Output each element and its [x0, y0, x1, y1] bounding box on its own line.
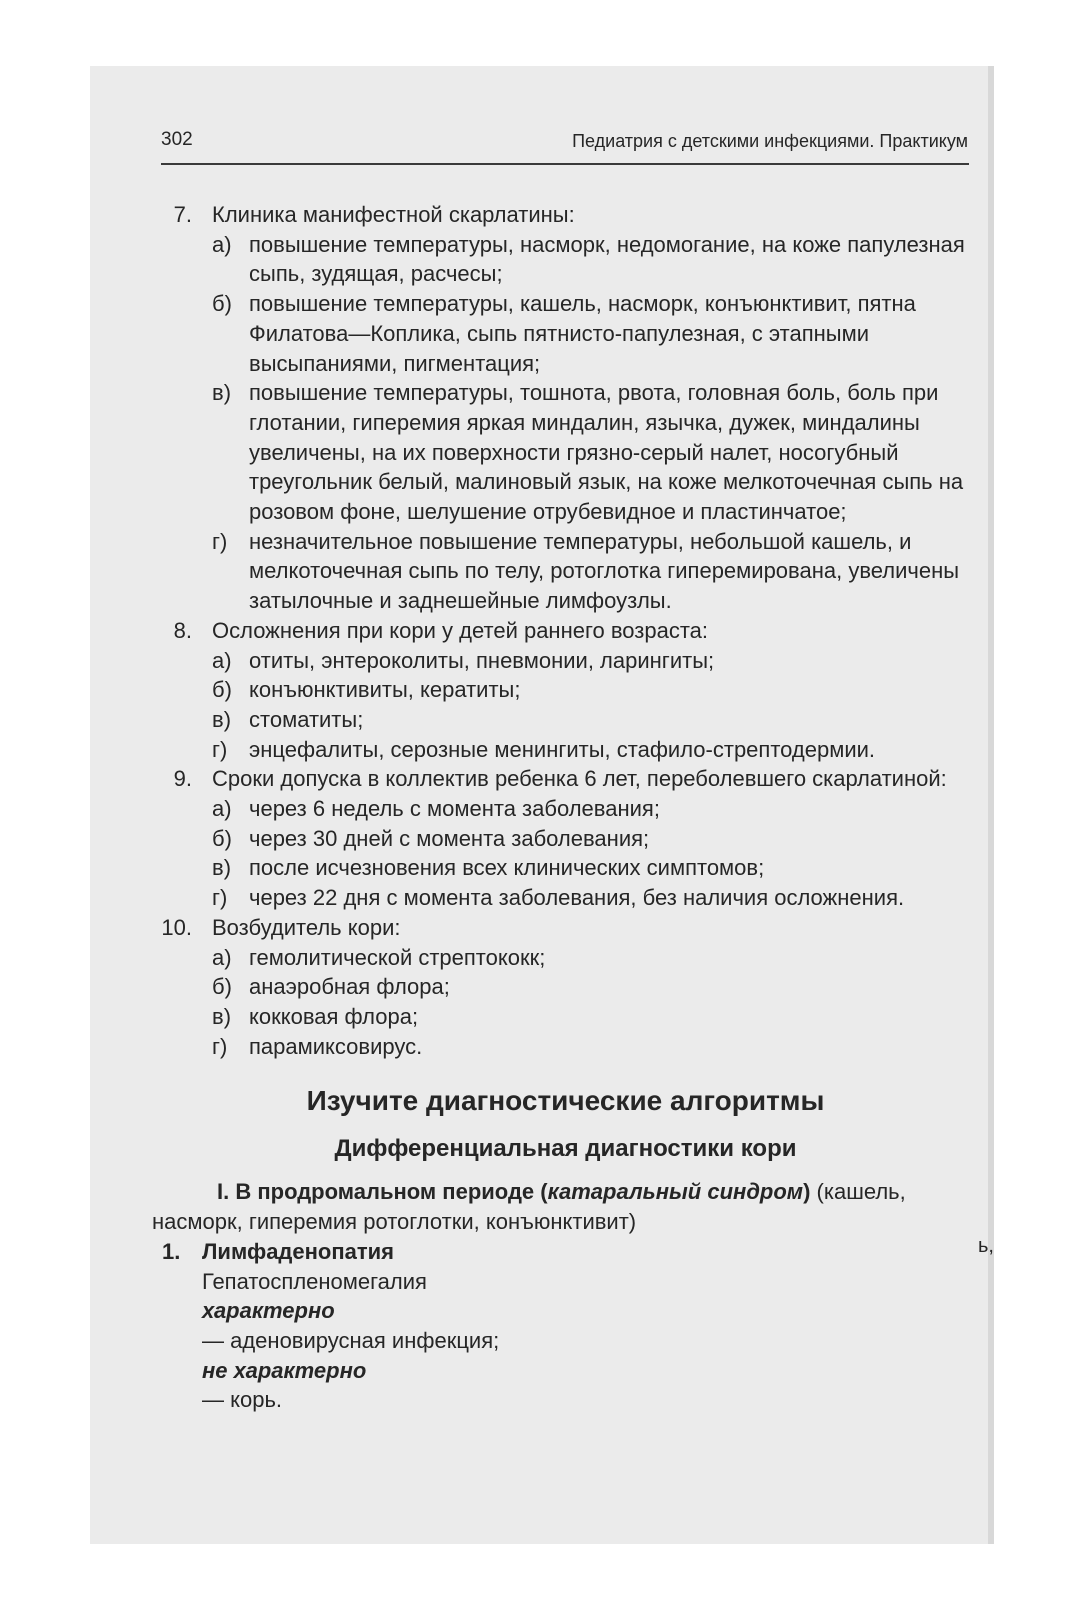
option-letter: г): [212, 885, 228, 911]
option-text: стоматиты;: [249, 706, 364, 732]
section-heading: Изучите диагностические алгоритмы: [306, 1085, 825, 1117]
option-b: [0, 675, 1081, 705]
option-text: через 22 дня с момента заболевания, без наличия осложнения.: [249, 885, 905, 911]
option-a: [0, 943, 1081, 973]
algorithm-line: — корь.: [202, 1387, 283, 1413]
option-b: [0, 824, 1081, 854]
option-letter: в): [212, 706, 232, 732]
option-a: [0, 794, 1081, 824]
question-8: [0, 616, 1081, 646]
question-text: Возбудитель кори:: [212, 914, 401, 940]
option-text: конъюнктивиты, кератиты;: [249, 677, 521, 703]
intro-paragraph: [0, 1177, 1081, 1236]
option-letter: г): [212, 736, 228, 762]
question-9: [0, 764, 1081, 794]
page-content: [0, 200, 1081, 1415]
para-bold: I. В продромальном периоде (: [217, 1179, 548, 1205]
header-rule: [161, 163, 969, 165]
option-b: [0, 972, 1081, 1002]
stray-mark: ь,: [978, 1235, 994, 1257]
option-c: [0, 705, 1081, 735]
option-text: отиты, энтероколиты, пневмонии, ларингиты;: [249, 647, 715, 673]
option-letter: г): [212, 528, 228, 554]
algorithm-label-not-characteristic: не характерно: [202, 1357, 367, 1383]
option-c: [0, 1002, 1081, 1032]
option-d: [0, 527, 1081, 616]
question-number: 7.: [173, 202, 192, 227]
option-letter: а): [212, 231, 232, 257]
para-bold-close: ): [803, 1179, 811, 1205]
running-header: Педиатрия с детскими инфекциями. Практикум: [572, 131, 968, 151]
option-a: [0, 646, 1081, 676]
option-text: повышение температуры, тошнота, рвота, головная боль, боль при глотании, гиперемия яркая миндалин, язычка, дужек, миндалины увеличены, на их поверхности грязно-серый налет, носогубный треугольник белый, малиновый язык, на коже мелкоточечная сыпь на розовом фоне, шелушение отрубевидное и пластинчатое;: [249, 380, 964, 525]
option-letter: г): [212, 1033, 228, 1059]
para-bold-italic: катаральный синдром: [547, 1179, 804, 1205]
option-letter: в): [212, 380, 232, 406]
option-text: незначительное повышение температуры, небольшой кашель, и мелкоточечная сыпь по телу, ротоглотка гиперемирована, увеличены затылочные и заднешейные лимфоузлы.: [249, 528, 960, 614]
question-7: [0, 200, 1081, 230]
question-text: Клиника манифестной скарлатины:: [212, 202, 575, 227]
option-text: энцефалиты, серозные менингиты, стафило-стрептодермии.: [249, 736, 876, 762]
option-c: [0, 378, 1081, 527]
question-text: Осложнения при кори у детей раннего возраста:: [212, 617, 709, 643]
option-c: [0, 853, 1081, 883]
option-letter: б): [212, 677, 232, 703]
para-text: (кашель, насморк, гиперемия ротоглотки, конъюнктивит): [152, 1179, 906, 1235]
item-title: Лимфаденопатия: [202, 1238, 395, 1264]
option-text: через 30 дней с момента заболевания;: [249, 825, 650, 851]
section-subheading: Дифференциальная диагностики кори: [334, 1135, 797, 1163]
option-text: через 6 недель с момента заболевания;: [249, 796, 660, 822]
option-letter: б): [212, 291, 232, 317]
option-text: кокковая флора;: [249, 1003, 419, 1029]
option-letter: а): [212, 944, 232, 970]
option-letter: б): [212, 825, 232, 851]
item-number: 1.: [162, 1238, 181, 1264]
option-d: [0, 735, 1081, 765]
question-10: [0, 913, 1081, 943]
question-text: Сроки допуска в коллектив ребенка 6 лет, переболевшего скарлатиной:: [212, 766, 947, 792]
option-b: [0, 289, 1081, 378]
option-letter: а): [212, 796, 232, 822]
option-text: гемолитической стрептококк;: [249, 944, 546, 970]
option-text: повышение температуры, насморк, недомогание, на коже папулезная сыпь, зудящая, расчесы;: [249, 231, 965, 287]
question-number: 9.: [173, 766, 192, 792]
option-letter: б): [212, 974, 232, 1000]
algorithm-line: — аденовирусная инфекция;: [202, 1327, 500, 1353]
algorithm-item-1: [0, 1237, 1081, 1267]
option-a: [0, 230, 1081, 289]
option-letter: в): [212, 1003, 232, 1029]
option-text: повышение температуры, кашель, насморк, конъюнктивит, пятна Филатова—Коплика, сыпь пятнисто-папулезная, с этапными высыпаниями, пигментация;: [249, 291, 916, 376]
option-text: анаэробная флора;: [249, 974, 450, 1000]
option-letter: а): [212, 647, 232, 673]
question-number: 10.: [161, 914, 192, 940]
option-d: [0, 1032, 1081, 1062]
algorithm-line: Гепатоспленомегалия: [202, 1268, 427, 1294]
option-text: после исчезновения всех клинических симптомов;: [249, 855, 765, 881]
algorithm-label-characteristic: характерно: [202, 1298, 335, 1324]
page-number: 302: [161, 129, 193, 150]
option-letter: в): [212, 855, 232, 881]
option-d: [0, 883, 1081, 913]
option-text: парамиксовирус.: [249, 1033, 423, 1059]
question-number: 8.: [173, 617, 192, 643]
